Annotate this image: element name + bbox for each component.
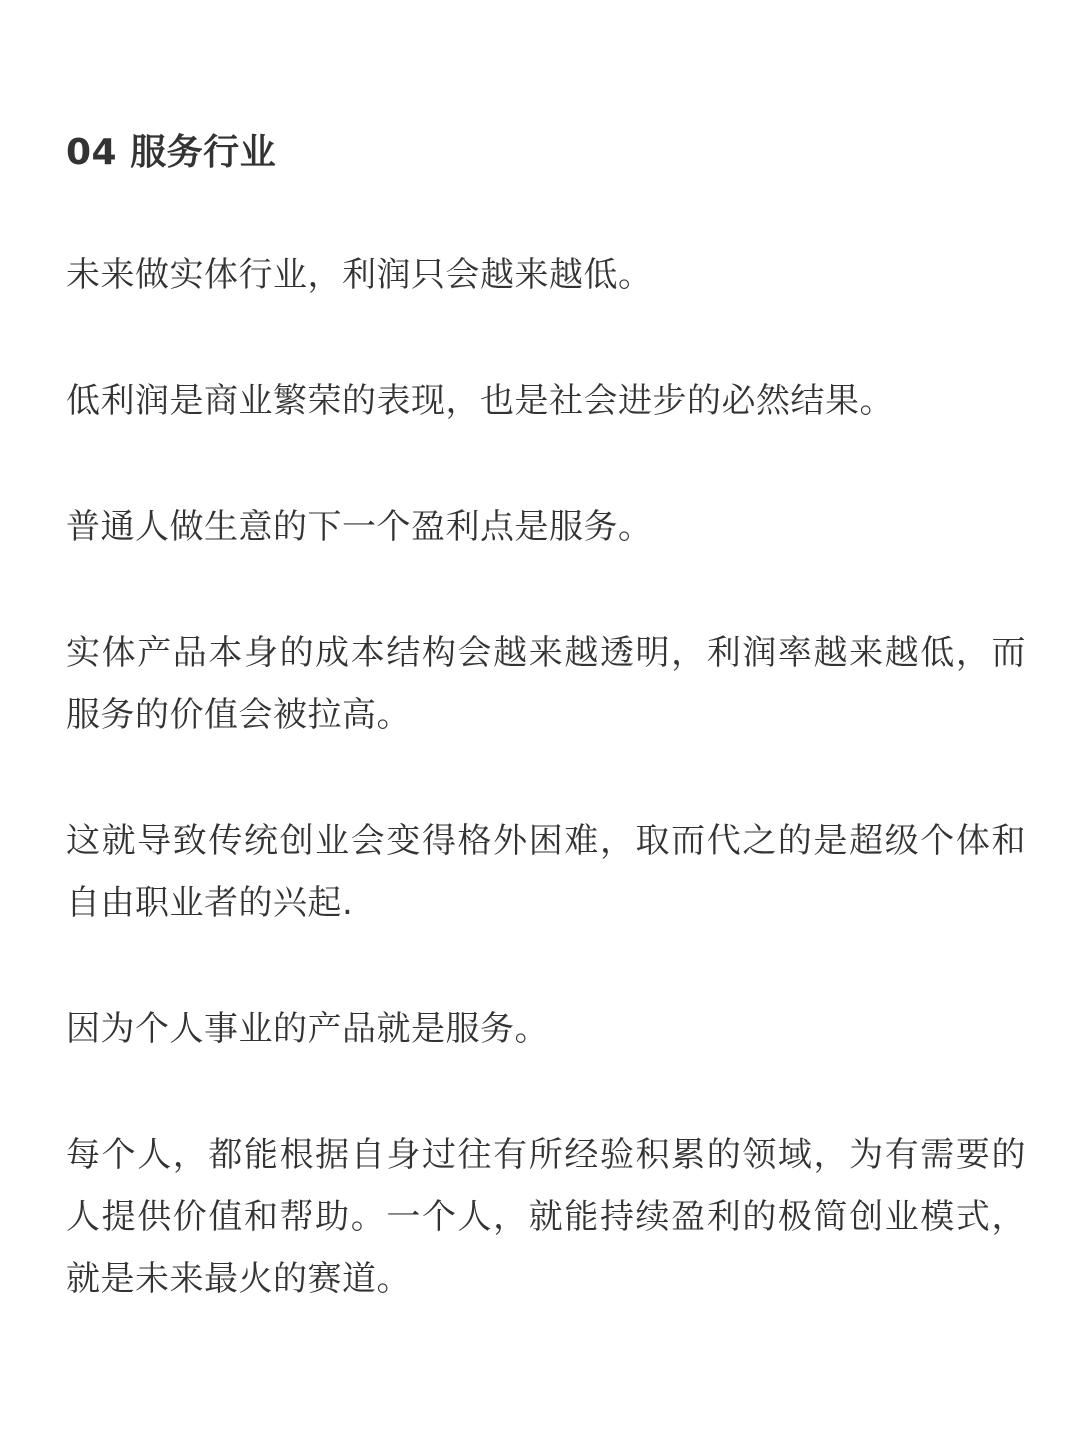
paragraph-3: 普通人做生意的下一个盈利点是服务。	[66, 507, 653, 547]
paragraph-1: 未来做实体行业，利润只会越来越低。	[66, 255, 653, 295]
paragraph-6: 因为个人事业的产品就是服务。	[66, 1009, 549, 1049]
article	[66, 122, 1026, 1374]
paragraph-7: 每个人，都能根据自身过往有所经验积累的领域，为有需要的人提供价值和帮助。一个人，就能持续盈利的极简创业模式，就是未来最火的赛道。	[66, 1135, 1026, 1299]
section-heading: 04 服务行业	[66, 132, 277, 173]
paragraph-5: 这就导致传统创业会变得格外困难，取而代之的是超级个体和自由职业者的兴起.	[66, 821, 1026, 923]
paragraph-2: 低利润是商业繁荣的表现，也是社会进步的必然结果。	[66, 381, 894, 421]
paragraph-4: 实体产品本身的成本结构会越来越透明，利润率越来越低，而服务的价值会被拉高。	[66, 633, 1026, 735]
